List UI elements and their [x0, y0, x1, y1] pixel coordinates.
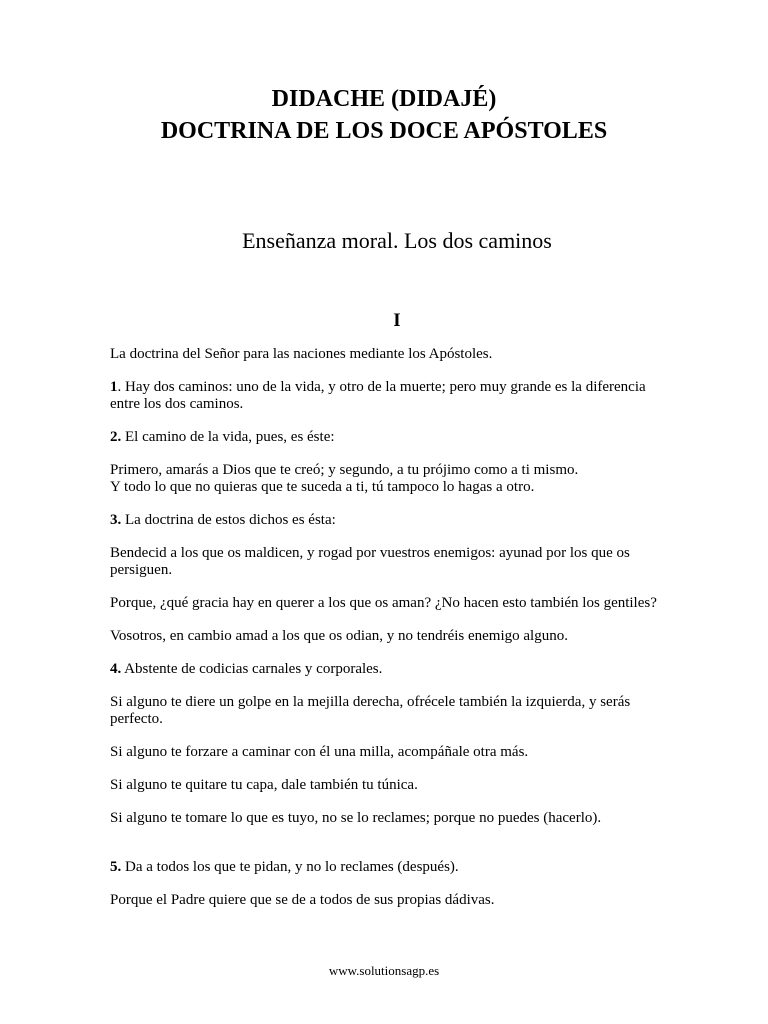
- document-subtitle-title: DOCTRINA DE LOS DOCE APÓSTOLES: [160, 118, 608, 144]
- paragraph-4d: Si alguno te tomare lo que es tuyo, no se lo reclames; porque no puedes (hacerlo).: [110, 810, 602, 826]
- paragraph-number: 3.: [110, 512, 122, 528]
- paragraph-4c: Si alguno te quitare tu capa, dale también tu túnica.: [110, 777, 418, 793]
- paragraph-text: Da a todos los que te pidan, y no lo reclames (después).: [121, 859, 459, 875]
- document-title: DIDACHE (DIDAJÉ): [271, 86, 497, 112]
- paragraph-3b: Porque, ¿qué gracia hay en querer a los que os aman? ¿No hacen esto también los gentiles?: [110, 595, 657, 611]
- paragraph-text: . Hay dos caminos: uno de la vida, y otro de la muerte; pero muy grande es la diferencia entre los dos caminos.: [110, 379, 646, 412]
- intro-paragraph: La doctrina del Señor para las naciones mediante los Apóstoles.: [110, 346, 493, 362]
- paragraph-1: [110, 379, 670, 413]
- paragraph-text: El camino de la vida, pues, es éste:: [121, 429, 335, 445]
- document-body: [110, 346, 670, 925]
- paragraph-5: [110, 859, 670, 876]
- text-line: Y todo lo que no quieras que te suceda a ti, tú tampoco lo hagas a otro.: [110, 479, 535, 495]
- paragraph-text: Abstente de codicias carnales y corporales.: [121, 661, 383, 677]
- paragraph-5a: Porque el Padre quiere que se de a todos de sus propias dádivas.: [110, 892, 495, 908]
- paragraph-4b: Si alguno te forzare a caminar con él una milla, acompáñale otra más.: [110, 744, 529, 760]
- paragraph-3: [110, 512, 670, 529]
- paragraph-2: [110, 429, 670, 446]
- paragraph-3a: Bendecid a los que os maldicen, y rogad por vuestros enemigos: ayunad por los que os persiguen.: [110, 545, 630, 578]
- paragraph-2-body: [110, 462, 670, 496]
- chapter-number: I: [393, 310, 401, 331]
- paragraph-4: [110, 661, 670, 678]
- paragraph-number: 5.: [110, 859, 122, 875]
- paragraph-4a: Si alguno te diere un golpe en la mejilla derecha, ofrécele también la izquierda, y serás perfecto.: [110, 694, 631, 727]
- footer-website: www.solutionsagp.es: [328, 963, 440, 978]
- section-heading: Enseñanza moral. Los dos caminos: [242, 228, 552, 253]
- paragraph-3c: Vosotros, en cambio amad a los que os odian, y no tendréis enemigo alguno.: [110, 628, 568, 644]
- paragraph-number: 2.: [110, 429, 122, 445]
- paragraph-number: 1: [110, 379, 118, 395]
- text-line: Primero, amarás a Dios que te creó; y segundo, a tu prójimo como a ti mismo.: [110, 462, 579, 478]
- paragraph-number: 4.: [110, 661, 122, 677]
- paragraph-text: La doctrina de estos dichos es ésta:: [121, 512, 336, 528]
